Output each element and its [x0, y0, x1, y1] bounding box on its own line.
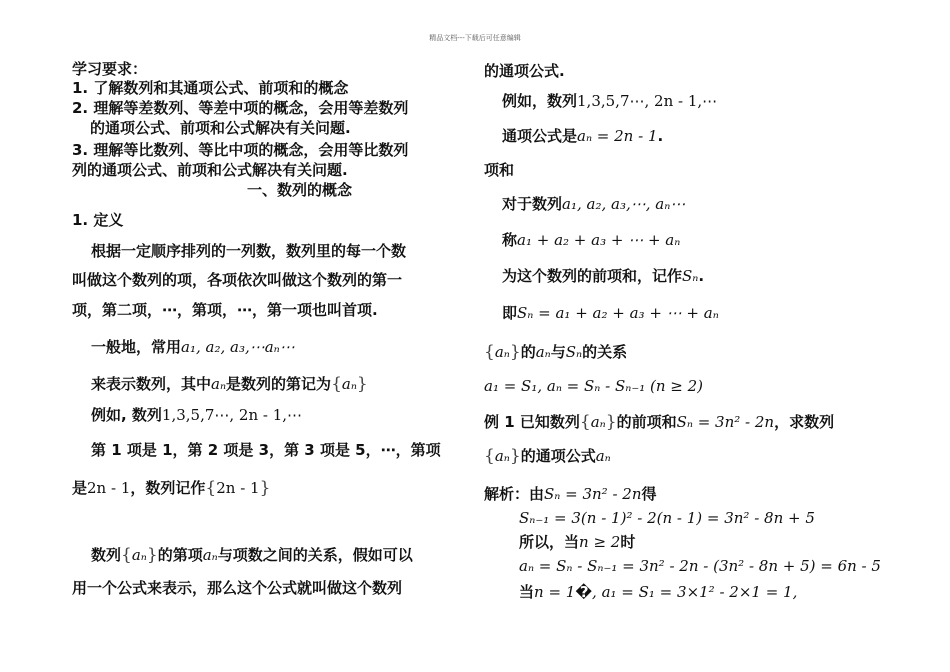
- text: 是: [72, 479, 88, 497]
- sequence-line: [502, 194, 685, 214]
- math-sn: Sₙ: [682, 267, 699, 285]
- math-sequence: a₁, a₂, a₃,⋯aₙ⋯: [181, 338, 295, 356]
- math-sequence: 1,3,5,7⋯, 2n - 1,⋯: [161, 406, 303, 424]
- paragraph-line: 项，第二项，⋯，第项，⋯，第一项也叫首项.: [72, 301, 378, 319]
- math-formula: , a₁ = S₁ = 3×1² - 2×1 = 1,: [592, 583, 798, 601]
- text: 例如, 数列: [91, 406, 162, 424]
- brace-close: }: [146, 545, 158, 565]
- text: 与项数之间的关系，假如可以: [217, 546, 413, 564]
- example-line: [91, 405, 302, 425]
- math-set: aₙ: [131, 546, 147, 564]
- math-condition: n ≥ 2: [579, 533, 621, 551]
- requirement-3-cont: 列的通项公式、前项和公式解决有关问题.: [72, 161, 348, 179]
- replacement-glyph: �: [575, 583, 593, 601]
- brace-open: {: [331, 374, 342, 394]
- text: ，数列记作: [130, 479, 206, 497]
- math-formula: Sₙ = a₁ + a₂ + a₃ + ⋯ + aₙ: [517, 304, 719, 322]
- brace-close: }: [509, 342, 521, 362]
- text: 即: [502, 304, 518, 322]
- brace-open: {: [484, 446, 495, 466]
- brace-open: {: [579, 412, 591, 432]
- text: 是数列的第记为: [226, 375, 332, 393]
- formula-line: [484, 376, 703, 396]
- text: 时: [620, 533, 636, 551]
- math-sn: Sₙ: [565, 343, 583, 361]
- math-term: 2n - 1: [87, 479, 131, 497]
- math-an: aₙ: [535, 343, 551, 361]
- sum-line: [502, 230, 680, 250]
- paragraph-line: 的通项公式.: [484, 62, 565, 80]
- requirement-2-cont: 的通项公式、前项和公式解决有关问题.: [90, 119, 351, 137]
- math-an: aₙ: [202, 546, 218, 564]
- text: 为这个数列的前项和，记作: [502, 267, 683, 285]
- notation-line: [91, 374, 368, 394]
- brace-close: }: [605, 412, 617, 432]
- page-header: 精品文档---下载后可任意编辑: [429, 34, 521, 42]
- math-an: aₙ: [211, 375, 227, 393]
- text: 一般地，常用: [91, 338, 182, 356]
- math-formula: Sₙ = 3n² - 2n: [676, 413, 775, 431]
- brace-open: {: [121, 545, 132, 565]
- text: 的: [520, 343, 536, 361]
- notation-line: [72, 478, 270, 498]
- relation-line: [91, 545, 413, 565]
- math-formula: Sₙ₋₁ = 3(n - 1)² - 2(n - 1) = 3n² - 8n + 5: [519, 509, 815, 527]
- notation-line: [91, 337, 295, 357]
- notation-line: [502, 266, 704, 286]
- text: 称: [502, 231, 518, 249]
- math-formula: aₙ = Sₙ - Sₙ₋₁ = 3n² - 2n - (3n² - 8n + 5) = 6n - 5: [519, 557, 881, 575]
- text: 的通项公式: [520, 447, 596, 465]
- section-title: 一、数列的概念: [247, 181, 353, 199]
- brace-close: }: [356, 374, 368, 394]
- math-an: aₙ: [595, 447, 611, 465]
- text: 来表示数列，其中: [91, 375, 212, 393]
- solution-line: [519, 532, 635, 552]
- requirement-2: 2. 理解等差数列、等差中项的概念，会用等差数列: [72, 99, 409, 117]
- math-set: aₙ: [494, 343, 510, 361]
- math-set: aₙ: [590, 413, 606, 431]
- brace-close: }: [509, 446, 521, 466]
- paragraph-line: 第 1 项是 1，第 2 项是 3，第 3 项是 5，⋯，第项: [91, 441, 441, 459]
- solution-formula: [519, 508, 815, 528]
- formula-line: [502, 303, 719, 323]
- solution-formula: [519, 556, 881, 576]
- text: .: [698, 267, 705, 285]
- text: 对于数列: [502, 195, 563, 213]
- math-condition: n = 1: [534, 583, 576, 601]
- solution-line: [519, 582, 797, 602]
- brace-open: {: [205, 478, 217, 498]
- math-sequence: a₁, a₂, a₃,⋯, aₙ⋯: [562, 195, 686, 213]
- example-line: [502, 91, 717, 111]
- brace-close: }: [259, 478, 271, 498]
- text: 通项公式是: [502, 127, 578, 145]
- example-title-line: [484, 412, 834, 432]
- text: 例如，数列: [502, 92, 578, 110]
- text: 的前项和: [616, 413, 677, 431]
- text: 例 1 已知数列: [484, 413, 580, 431]
- text: 的第项: [157, 546, 203, 564]
- text: 解析：由: [484, 485, 545, 503]
- requirements-title: 学习要求：: [72, 60, 148, 78]
- definition-title: 1. 定义: [72, 211, 124, 229]
- text: 与: [550, 343, 566, 361]
- math-sum: a₁ + a₂ + a₃ + ⋯ + aₙ: [517, 231, 681, 249]
- paragraph-line: 根据一定顺序排列的一列数，数列里的每一个数: [91, 242, 407, 260]
- relation-line: [484, 342, 627, 362]
- text: 当: [519, 583, 535, 601]
- paragraph-line: 用一个公式来表示，那么这个公式就叫做这个数列: [72, 579, 403, 597]
- math-set: aₙ: [494, 447, 510, 465]
- text: .: [657, 127, 664, 145]
- brace-open: {: [484, 342, 495, 362]
- text: 数列: [91, 546, 122, 564]
- subsection-title: 项和: [484, 161, 515, 179]
- math-sequence: 1,3,5,7⋯, 2n - 1,⋯: [577, 92, 718, 110]
- text: ，求数列: [774, 413, 835, 431]
- math-set: aₙ: [341, 375, 357, 393]
- requirement-1: 1. 了解数列和其通项公式、前项和的概念: [72, 79, 349, 97]
- requirement-3: 3. 理解等比数列、等比中项的概念，会用等比数列: [72, 141, 409, 159]
- math-formula: aₙ = 2n - 1: [577, 127, 658, 145]
- text: 所以，当: [519, 533, 580, 551]
- text: 得: [641, 485, 657, 503]
- paragraph-line: 叫做这个数列的项，各项依次叫做这个数列的第一: [72, 271, 403, 289]
- math-set: 2n - 1: [216, 479, 260, 497]
- text: 的关系: [582, 343, 628, 361]
- example-title-cont: [484, 446, 611, 466]
- math-formula: Sₙ = 3n² - 2n: [544, 485, 642, 503]
- math-formula: a₁ = S₁, aₙ = Sₙ - Sₙ₋₁ (n ≥ 2): [484, 377, 704, 395]
- formula-line: [502, 126, 663, 146]
- solution-line: [484, 484, 657, 504]
